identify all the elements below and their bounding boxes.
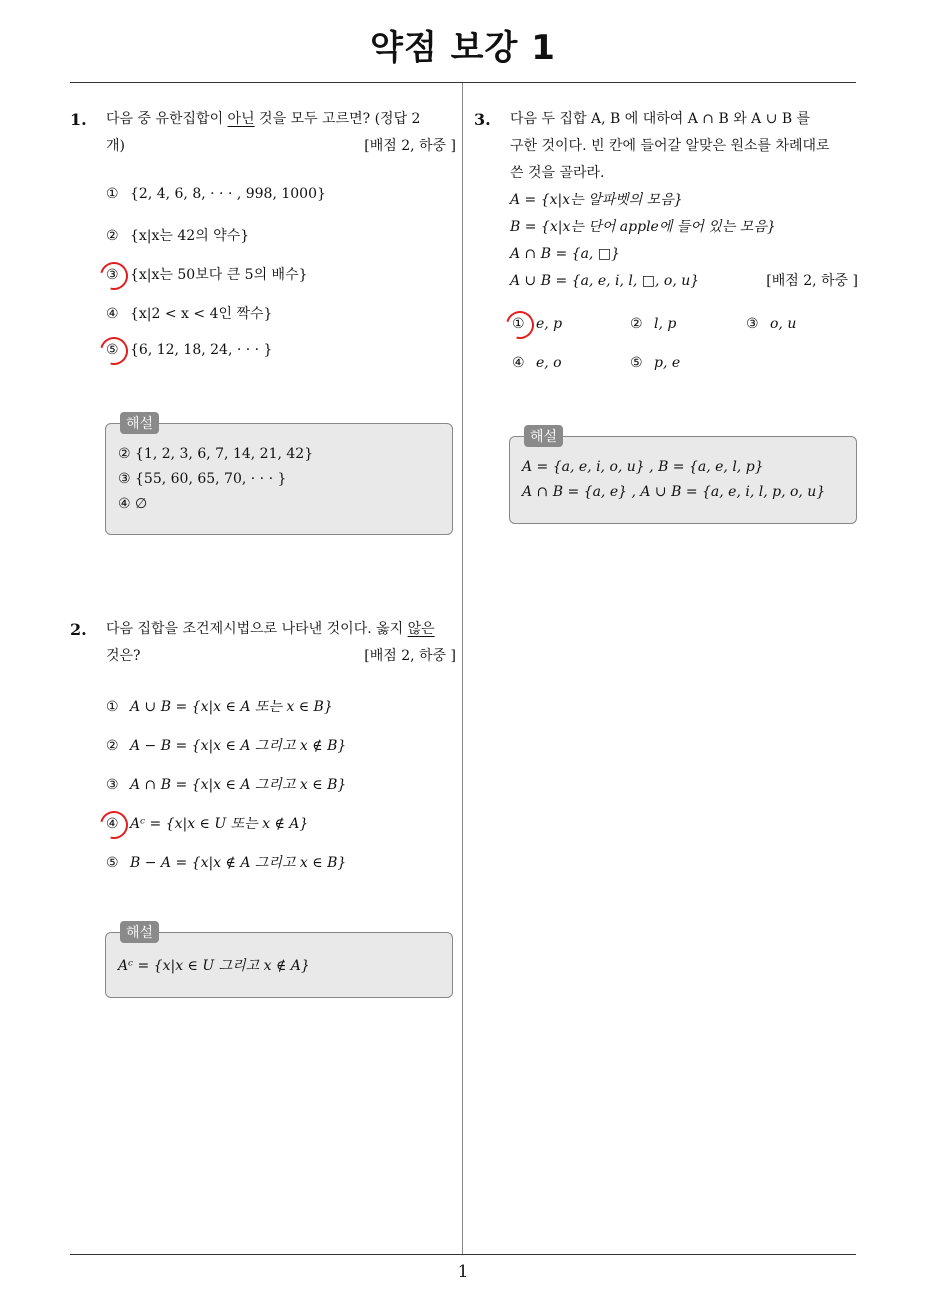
question-1 — [70, 106, 456, 160]
intersection-expression: A ∩ B = {a, □} — [510, 246, 620, 262]
score-label: [배점 2, 하중 ] — [364, 648, 456, 664]
choice-number: ③ — [746, 316, 759, 332]
question-text-part: 다음 집합을 조건제시법으로 나타낸 것이다. 옳지 — [106, 621, 408, 637]
choice-number: ③ — [106, 267, 119, 283]
set-a-definition: A = {x|x는 알파벳의 모음} — [510, 192, 683, 208]
solution-tag: 해설 — [120, 412, 159, 434]
question-text-part: 다음 중 유한집합이 — [106, 111, 228, 127]
solution-box — [509, 429, 857, 524]
choice-4[interactable] — [106, 303, 272, 323]
union-expression: A ∪ B = {a, e, i, l, □, o, u} — [510, 273, 700, 289]
choice-1[interactable] — [106, 186, 326, 202]
question-number: 2. — [70, 620, 87, 639]
question-text — [510, 106, 858, 295]
question-number: 1. — [70, 110, 87, 129]
choice-text: B − A = {x|x ∉ A 그리고 x ∈ B} — [130, 855, 347, 871]
answer-circle-mark — [95, 332, 133, 370]
solution-tag: 해설 — [120, 921, 159, 943]
choice-4[interactable] — [106, 813, 308, 833]
choice-3[interactable] — [746, 316, 796, 332]
question-text-line: 다음 두 집합 A, B 에 대하여 A ∩ B 와 A ∪ B 를 — [510, 111, 811, 127]
question-text-part: 것은? — [106, 648, 141, 664]
choice-number: ① — [106, 186, 119, 202]
header-rule — [70, 82, 856, 83]
page-number: 1 — [457, 1262, 469, 1282]
choice-text: e, o — [536, 355, 562, 371]
choice-1[interactable] — [512, 316, 562, 332]
choice-number: ② — [630, 316, 643, 332]
solution-line: A ∩ B = {a, e} , A ∪ B = {a, e, i, l, p, o, u} — [522, 484, 826, 500]
solution-box — [105, 925, 453, 998]
choice-text: A ∪ B = {x|x ∈ A 또는 x ∈ B} — [130, 699, 333, 715]
page-title: 약점 보강 1 — [370, 28, 556, 68]
underlined-word: 않은 — [407, 621, 435, 637]
solution-box — [105, 416, 453, 535]
underlined-word: 아닌 — [227, 111, 255, 127]
choice-number: ③ — [106, 777, 119, 793]
answer-circle-mark — [95, 806, 133, 844]
choice-number: ④ — [106, 306, 119, 322]
question-number: 3. — [474, 110, 491, 129]
solution-line: ② {1, 2, 3, 6, 7, 14, 21, 42} — [118, 446, 314, 462]
footer-rule — [70, 1254, 856, 1255]
choice-2[interactable] — [106, 225, 249, 245]
choice-text: {2, 4, 6, 8, · · · , 998, 1000} — [130, 186, 326, 202]
question-2 — [70, 616, 456, 670]
choice-5[interactable] — [106, 852, 346, 872]
choice-text: e, p — [536, 316, 563, 332]
choice-2[interactable] — [630, 316, 676, 332]
choice-5[interactable] — [106, 342, 272, 358]
choice-number: ⑤ — [106, 342, 119, 358]
choice-number: ② — [106, 738, 119, 754]
choice-text: o, u — [770, 316, 797, 332]
choice-5[interactable] — [630, 355, 680, 371]
choice-number: ① — [106, 699, 119, 715]
choice-4[interactable] — [512, 355, 562, 371]
solution-line: Aᶜ = {x|x ∈ U 그리고 x ∉ A} — [118, 958, 310, 974]
choice-2[interactable] — [106, 735, 346, 755]
choice-text: A − B = {x|x ∈ A 그리고 x ∉ B} — [130, 738, 347, 754]
answer-circle-mark — [95, 257, 133, 295]
choice-text: {x|x는 50보다 큰 5의 배수} — [130, 267, 308, 283]
question-text-line: 쓴 것을 골라라. — [510, 165, 605, 181]
question-3 — [474, 106, 858, 295]
choice-number: ⑤ — [106, 855, 119, 871]
solution-line: ③ {55, 60, 65, 70, · · · } — [118, 471, 287, 487]
question-text-part: 것을 모두 고르면? (정답 2 — [254, 111, 421, 127]
choice-text: p, e — [654, 355, 681, 371]
choice-number: ① — [512, 316, 525, 332]
choice-text: l, p — [654, 316, 677, 332]
choice-text: A ∩ B = {x|x ∈ A 그리고 x ∈ B} — [130, 777, 347, 793]
choice-number: ② — [106, 228, 119, 244]
choice-text: {6, 12, 18, 24, · · · } — [130, 342, 273, 358]
question-text — [106, 106, 456, 160]
choice-text: Aᶜ = {x|x ∈ U 또는 x ∉ A} — [130, 816, 309, 832]
solution-line: A = {a, e, i, o, u} , B = {a, e, l, p} — [522, 459, 764, 475]
choice-3[interactable] — [106, 264, 308, 284]
solution-line: ④ ∅ — [118, 496, 148, 512]
choice-3[interactable] — [106, 774, 346, 794]
choice-text: {x|2 < x < 4인 짝수} — [130, 306, 273, 322]
column-divider — [462, 83, 463, 1254]
answer-circle-mark — [501, 306, 539, 344]
score-label: [배점 2, 하중 ] — [766, 273, 858, 289]
solution-tag: 해설 — [524, 425, 563, 447]
choice-number: ④ — [106, 816, 119, 832]
set-b-definition: B = {x|x는 단어 apple에 들어 있는 모음} — [510, 219, 776, 235]
score-label: [배점 2, 하중 ] — [364, 138, 456, 154]
choice-number: ④ — [512, 355, 525, 371]
choice-1[interactable] — [106, 696, 333, 716]
question-text-part: 개) — [106, 138, 125, 154]
choice-number: ⑤ — [630, 355, 643, 371]
question-text — [106, 616, 456, 670]
choice-text: {x|x는 42의 약수} — [130, 228, 250, 244]
question-text-line: 구한 것이다. 빈 칸에 들어갈 알맞은 원소를 차례대로 — [510, 138, 830, 154]
